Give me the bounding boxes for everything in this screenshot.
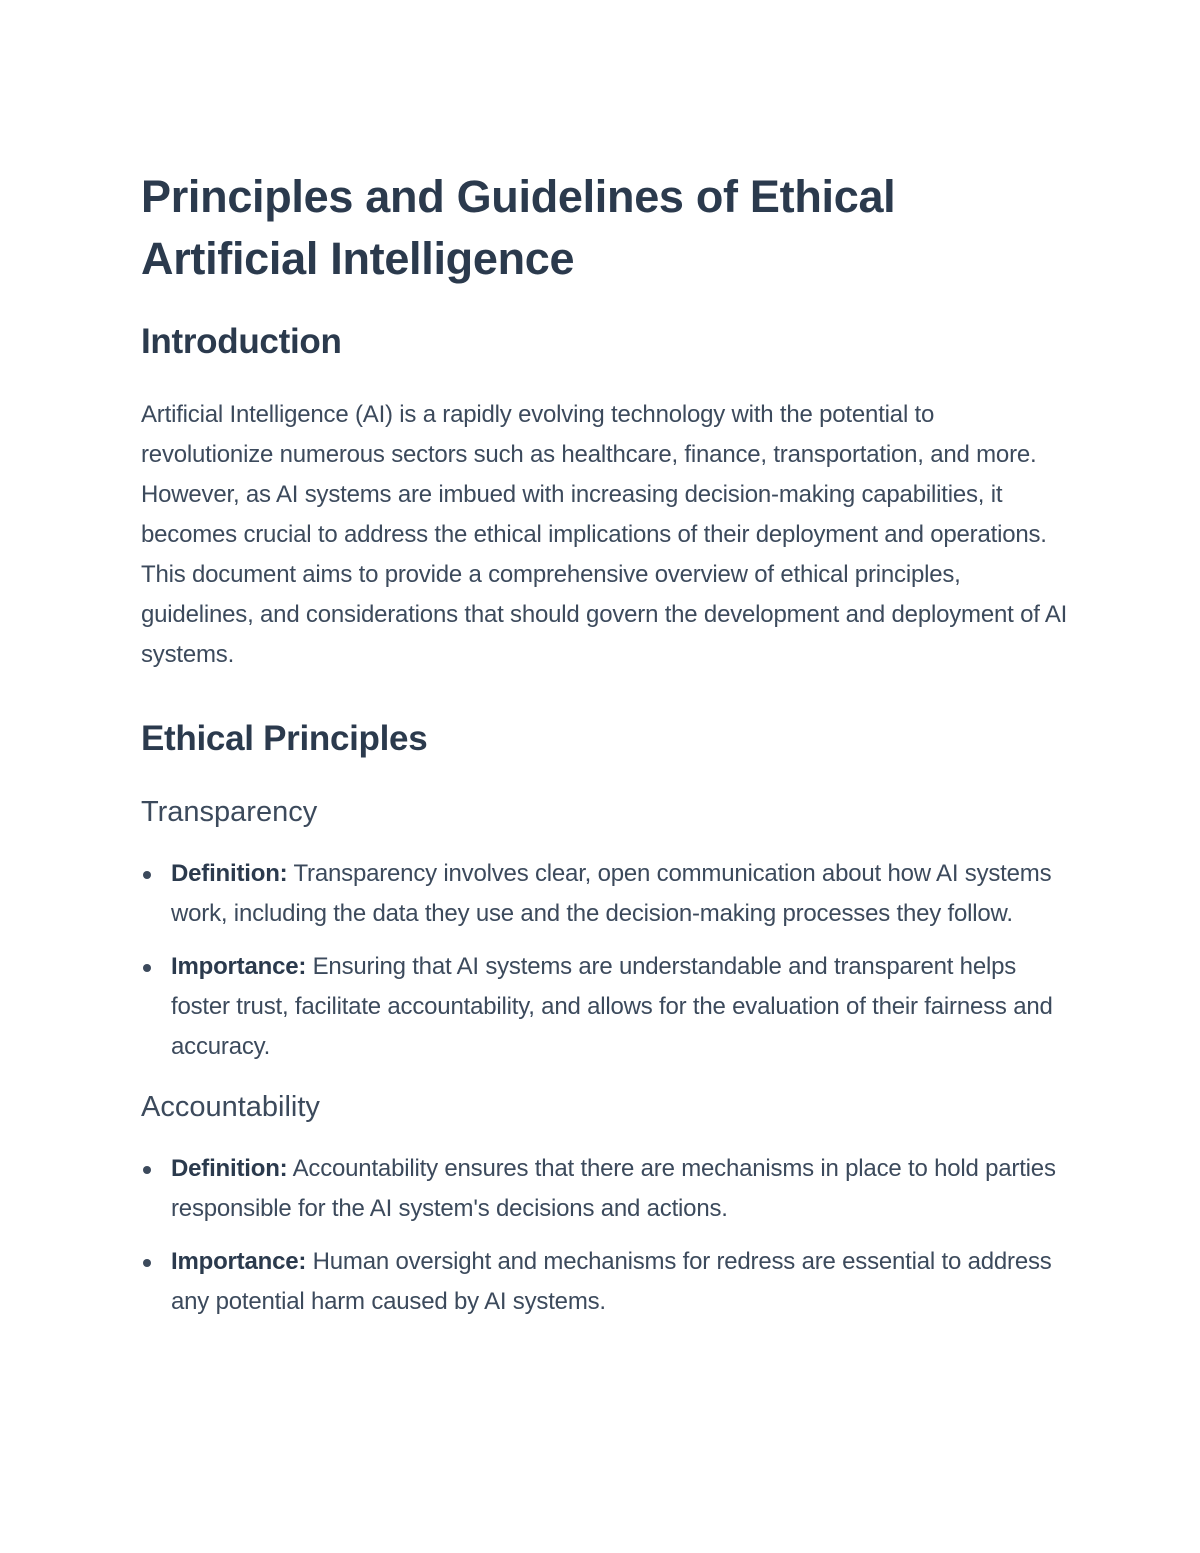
list-item [141, 1242, 1071, 1322]
list-item-term: Definition: [171, 860, 288, 887]
bullet-icon [143, 871, 151, 879]
document-page [141, 166, 1071, 1335]
introduction-paragraph: Artificial Intelligence (AI) is a rapidly evolving technology with the potential to revolutionize numerous sectors such as healthcare, finance, transportation, and more. However, as AI systems are imbued with increasing decision-making capabilities, it becomes crucial to address the ethical implications of their deployment and operations. This document aims to provide a comprehensive overview of ethical principles, guidelines, and considerations that should govern the development and deployment of AI systems. [141, 401, 1068, 668]
list-item-term: Definition: [171, 1155, 288, 1182]
list-item [141, 854, 1071, 934]
transparency-list [141, 854, 1071, 1067]
list-item-text: Transparency involves clear, open communication about how AI systems work, including the data they use and the decision-making processes they follow. [171, 860, 1052, 927]
accountability-heading: Accountability [141, 1091, 320, 1123]
introduction-heading: Introduction [141, 322, 342, 361]
list-item-text: Accountability ensures that there are mechanisms in place to hold parties responsible for the AI system's decisions and actions. [171, 1155, 1056, 1222]
accountability-list [141, 1149, 1071, 1322]
list-item-text: Ensuring that AI systems are understandable and transparent helps foster trust, facilitate accountability, and allows for the evaluation of their fairness and accuracy. [171, 953, 1053, 1060]
list-item-term: Importance: [171, 953, 307, 980]
list-item-term: Importance: [171, 1248, 307, 1275]
bullet-icon [143, 1166, 151, 1174]
list-item-text: Human oversight and mechanisms for redress are essential to address any potential harm caused by AI systems. [171, 1248, 1052, 1315]
list-item [141, 947, 1071, 1067]
bullet-icon [143, 964, 151, 972]
bullet-icon [143, 1259, 151, 1267]
ethical-principles-heading: Ethical Principles [141, 719, 428, 758]
list-item [141, 1149, 1071, 1229]
transparency-heading: Transparency [141, 796, 318, 828]
page-title: Principles and Guidelines of Ethical Artificial Intelligence [141, 171, 896, 284]
